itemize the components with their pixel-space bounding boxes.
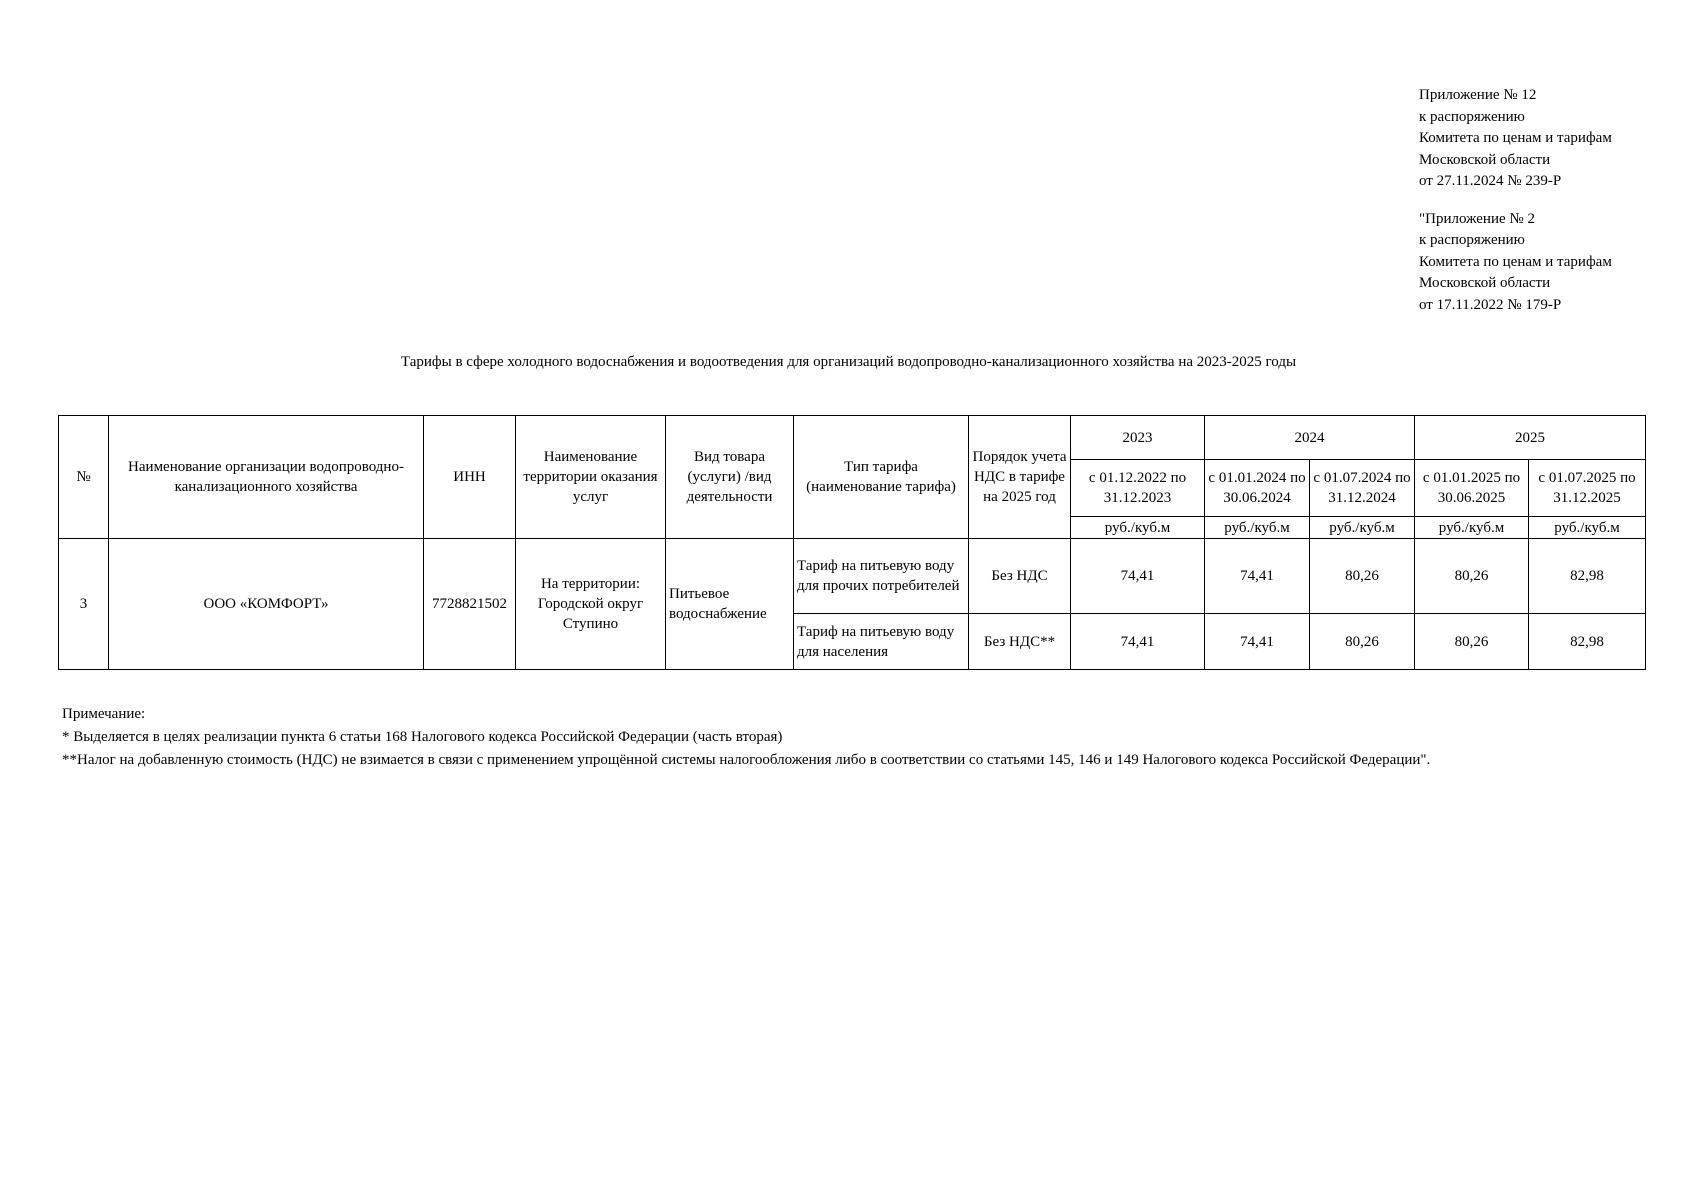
appendix-block-original [1419, 209, 1612, 317]
cell-vat: Без НДС [969, 539, 1071, 614]
cell-value: 82,98 [1529, 614, 1646, 670]
cell-vat: Без НДС** [969, 614, 1071, 670]
appendix-line: "Приложение № 2 [1419, 210, 1535, 227]
header-tariff-type: Тип тарифа (наименование тарифа) [794, 416, 969, 539]
header-territory: Наименование территории оказания услуг [516, 416, 666, 539]
header-service: Вид товара (услуги) /вид деятельности [666, 416, 794, 539]
appendix-line: Комитета по ценам и тарифам [1419, 253, 1612, 270]
document-title: Тарифы в сфере холодного водоснабжения и водоотведения для организаций водопроводно-канализационного хозяйства на 2023-2025 годы [400, 354, 1297, 370]
header-num: № [59, 416, 109, 539]
cell-num: 3 [59, 539, 109, 670]
cell-value: 80,26 [1415, 614, 1529, 670]
header-vat: Порядок учета НДС в тарифе на 2025 год [969, 416, 1071, 539]
appendix-line: от 17.11.2022 № 179-Р [1419, 296, 1562, 313]
header-org: Наименование организации водопроводно-канализационного хозяйства [109, 416, 424, 539]
appendix-line: Московской области [1419, 151, 1551, 168]
cell-value: 74,41 [1071, 614, 1205, 670]
header-period: с 01.07.2025 по 31.12.2025 [1529, 460, 1646, 517]
footnote-vat: * Выделяется в целях реализации пункта 6 статьи 168 Налогового кодекса Российской Федерации (часть вторая) [62, 729, 783, 745]
header-period: с 01.01.2025 по 30.06.2025 [1415, 460, 1529, 517]
appendix-line: Московской области [1419, 275, 1551, 291]
cell-tariff: Тариф на питьевую воду для прочих потребителей [794, 539, 969, 614]
cell-value: 82,98 [1529, 539, 1646, 614]
header-period: с 01.01.2024 по 30.06.2024 [1205, 460, 1310, 517]
appendix-block-current [1419, 85, 1612, 193]
header-inn: ИНН [424, 416, 516, 539]
cell-territory: На территории: Городской округ Ступино [516, 539, 666, 670]
appendix-line: Комитета по ценам и тарифам [1419, 130, 1612, 146]
appendix-line: Приложение № 12 [1419, 87, 1537, 103]
table-row [59, 539, 1646, 614]
notes-heading: Примечание: [62, 706, 146, 722]
header-unit: руб./куб.м [1310, 517, 1415, 539]
header-unit: руб./куб.м [1415, 517, 1529, 539]
header-year-2023: 2023 [1071, 416, 1205, 460]
cell-value: 80,26 [1415, 539, 1529, 614]
cell-value: 80,26 [1310, 539, 1415, 614]
header-unit: руб./куб.м [1071, 517, 1205, 539]
cell-value: 74,41 [1071, 539, 1205, 614]
cell-org: ООО «КОМФОРТ» [109, 539, 424, 670]
header-period: с 01.07.2024 по 31.12.2024 [1310, 460, 1415, 517]
appendix-line: к распоряжению [1419, 108, 1525, 125]
header-period: с 01.12.2022 по 31.12.2023 [1071, 460, 1205, 517]
appendix-line: от 27.11.2024 № 239-Р [1419, 173, 1562, 189]
header-year-2025: 2025 [1415, 416, 1646, 460]
cell-tariff: Тариф на питьевую воду для населения [794, 614, 969, 670]
header-unit: руб./куб.м [1529, 517, 1646, 539]
appendix-reference [1419, 85, 1612, 316]
header-unit: руб./куб.м [1205, 517, 1310, 539]
header-year-2024: 2024 [1205, 416, 1415, 460]
cell-value: 80,26 [1310, 614, 1415, 670]
cell-inn: 7728821502 [424, 539, 516, 670]
cell-value: 74,41 [1205, 539, 1310, 614]
footnote-no-vat: **Налог на добавленную стоимость (НДС) не взимается в связи с применением упрощённой системы налогообложения либо в соответствии со статьями 145, 146 и 149 Налогового кодекса Российской Федерации". [62, 752, 1431, 768]
tariff-table [58, 415, 1646, 670]
cell-value: 74,41 [1205, 614, 1310, 670]
appendix-line: к распоряжению [1419, 232, 1525, 248]
notes-section [62, 703, 1430, 772]
header-row-years [59, 416, 1646, 460]
cell-service: Питьевое водоснабжение [666, 539, 794, 670]
